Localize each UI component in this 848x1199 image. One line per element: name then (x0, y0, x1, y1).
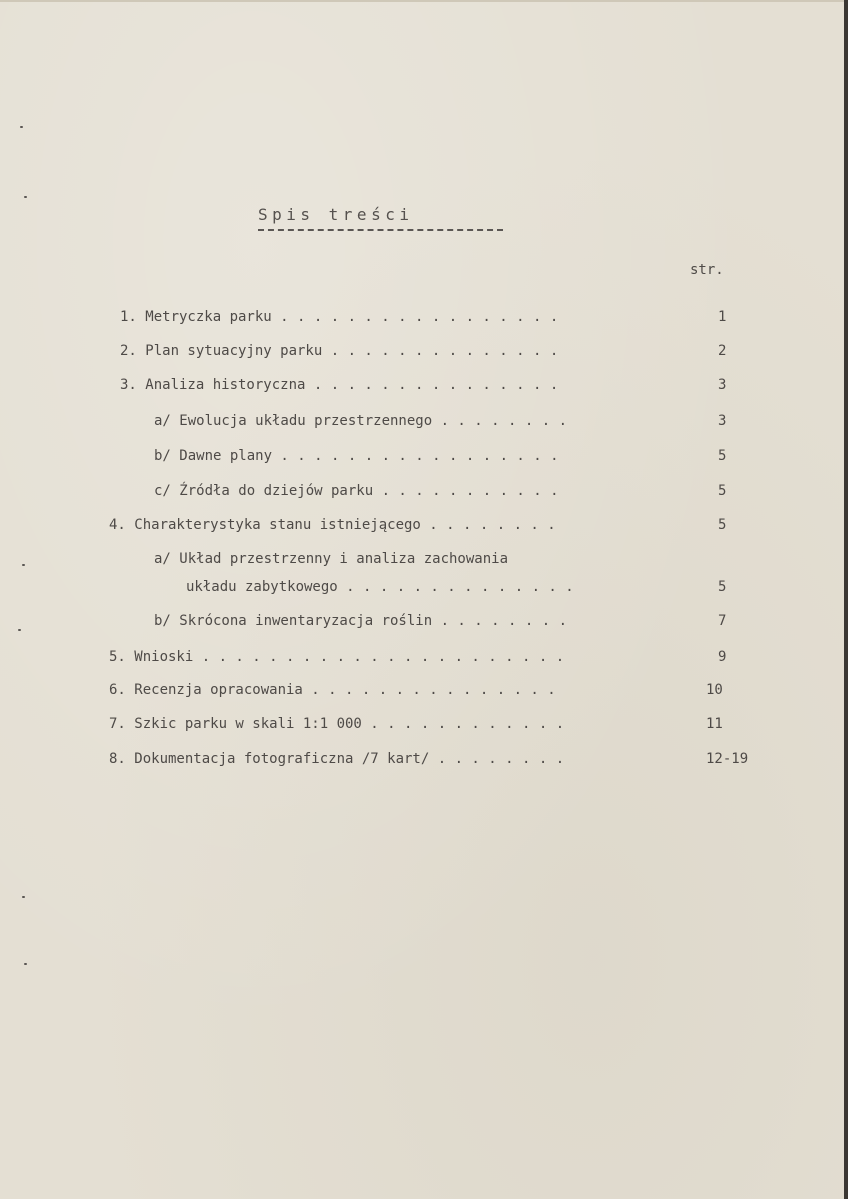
toc-page-1: 1 (718, 309, 727, 325)
toc-page-4: 5 (718, 517, 727, 533)
toc-entry-4a-line1: a/ Układ przestrzenny i analiza zachowania (154, 551, 509, 567)
toc-page-4b: 7 (718, 613, 727, 629)
toc-page-3: 3 (718, 377, 727, 393)
toc-page-3c: 5 (718, 483, 727, 499)
toc-page-3a: 3 (718, 413, 727, 429)
speck (20, 126, 23, 128)
toc-page-3b: 5 (718, 448, 727, 464)
title-underline (258, 229, 503, 231)
speck (24, 196, 27, 198)
toc-page-5: 9 (718, 649, 727, 665)
paper-right-edge (844, 0, 848, 1199)
toc-page-2: 2 (718, 343, 727, 359)
speck (24, 963, 27, 965)
toc-page-8: 12-19 (706, 751, 749, 767)
toc-entry-3: 3. Analiza historyczna . . . . . . . . . . . . . . . (120, 377, 559, 393)
speck (22, 896, 25, 898)
toc-page-4a: 5 (718, 579, 727, 595)
page-title: Spis treści (258, 205, 414, 224)
toc-page-7: 11 (706, 716, 723, 732)
toc-entry-5: 5. Wnioski . . . . . . . . . . . . . . . . . . . . . . (109, 649, 565, 665)
toc-entry-7: 7. Szkic parku w skali 1:1 000 . . . . . . . . . . . . (109, 716, 565, 732)
toc-entry-3b: b/ Dawne plany . . . . . . . . . . . . . . . . . (154, 448, 559, 464)
toc-entry-3a: a/ Ewolucja układu przestrzennego . . . . . . . . (154, 413, 568, 429)
paper-top-edge (0, 0, 848, 2)
toc-page-6: 10 (706, 682, 723, 698)
toc-entry-1: 1. Metryczka parku . . . . . . . . . . . . . . . . . (120, 309, 559, 325)
speck (18, 629, 21, 631)
toc-entry-4: 4. Charakterystyka stanu istniejącego . . . . . . . . (109, 517, 556, 533)
page-column-label: str. (690, 262, 724, 278)
toc-entry-8: 8. Dokumentacja fotograficzna /7 kart/ . . . . . . . . (109, 751, 565, 767)
toc-entry-4a-line2: układu zabytkowego . . . . . . . . . . . . . . (186, 579, 574, 595)
toc-entry-3c: c/ Źródła do dziejów parku . . . . . . . . . . . (154, 483, 559, 499)
toc-entry-2: 2. Plan sytuacyjny parku . . . . . . . . . . . . . . (120, 343, 559, 359)
toc-entry-4b: b/ Skrócona inwentaryzacja roślin . . . . . . . . (154, 613, 568, 629)
speck (22, 564, 25, 566)
toc-entry-6: 6. Recenzja opracowania . . . . . . . . . . . . . . . (109, 682, 556, 698)
